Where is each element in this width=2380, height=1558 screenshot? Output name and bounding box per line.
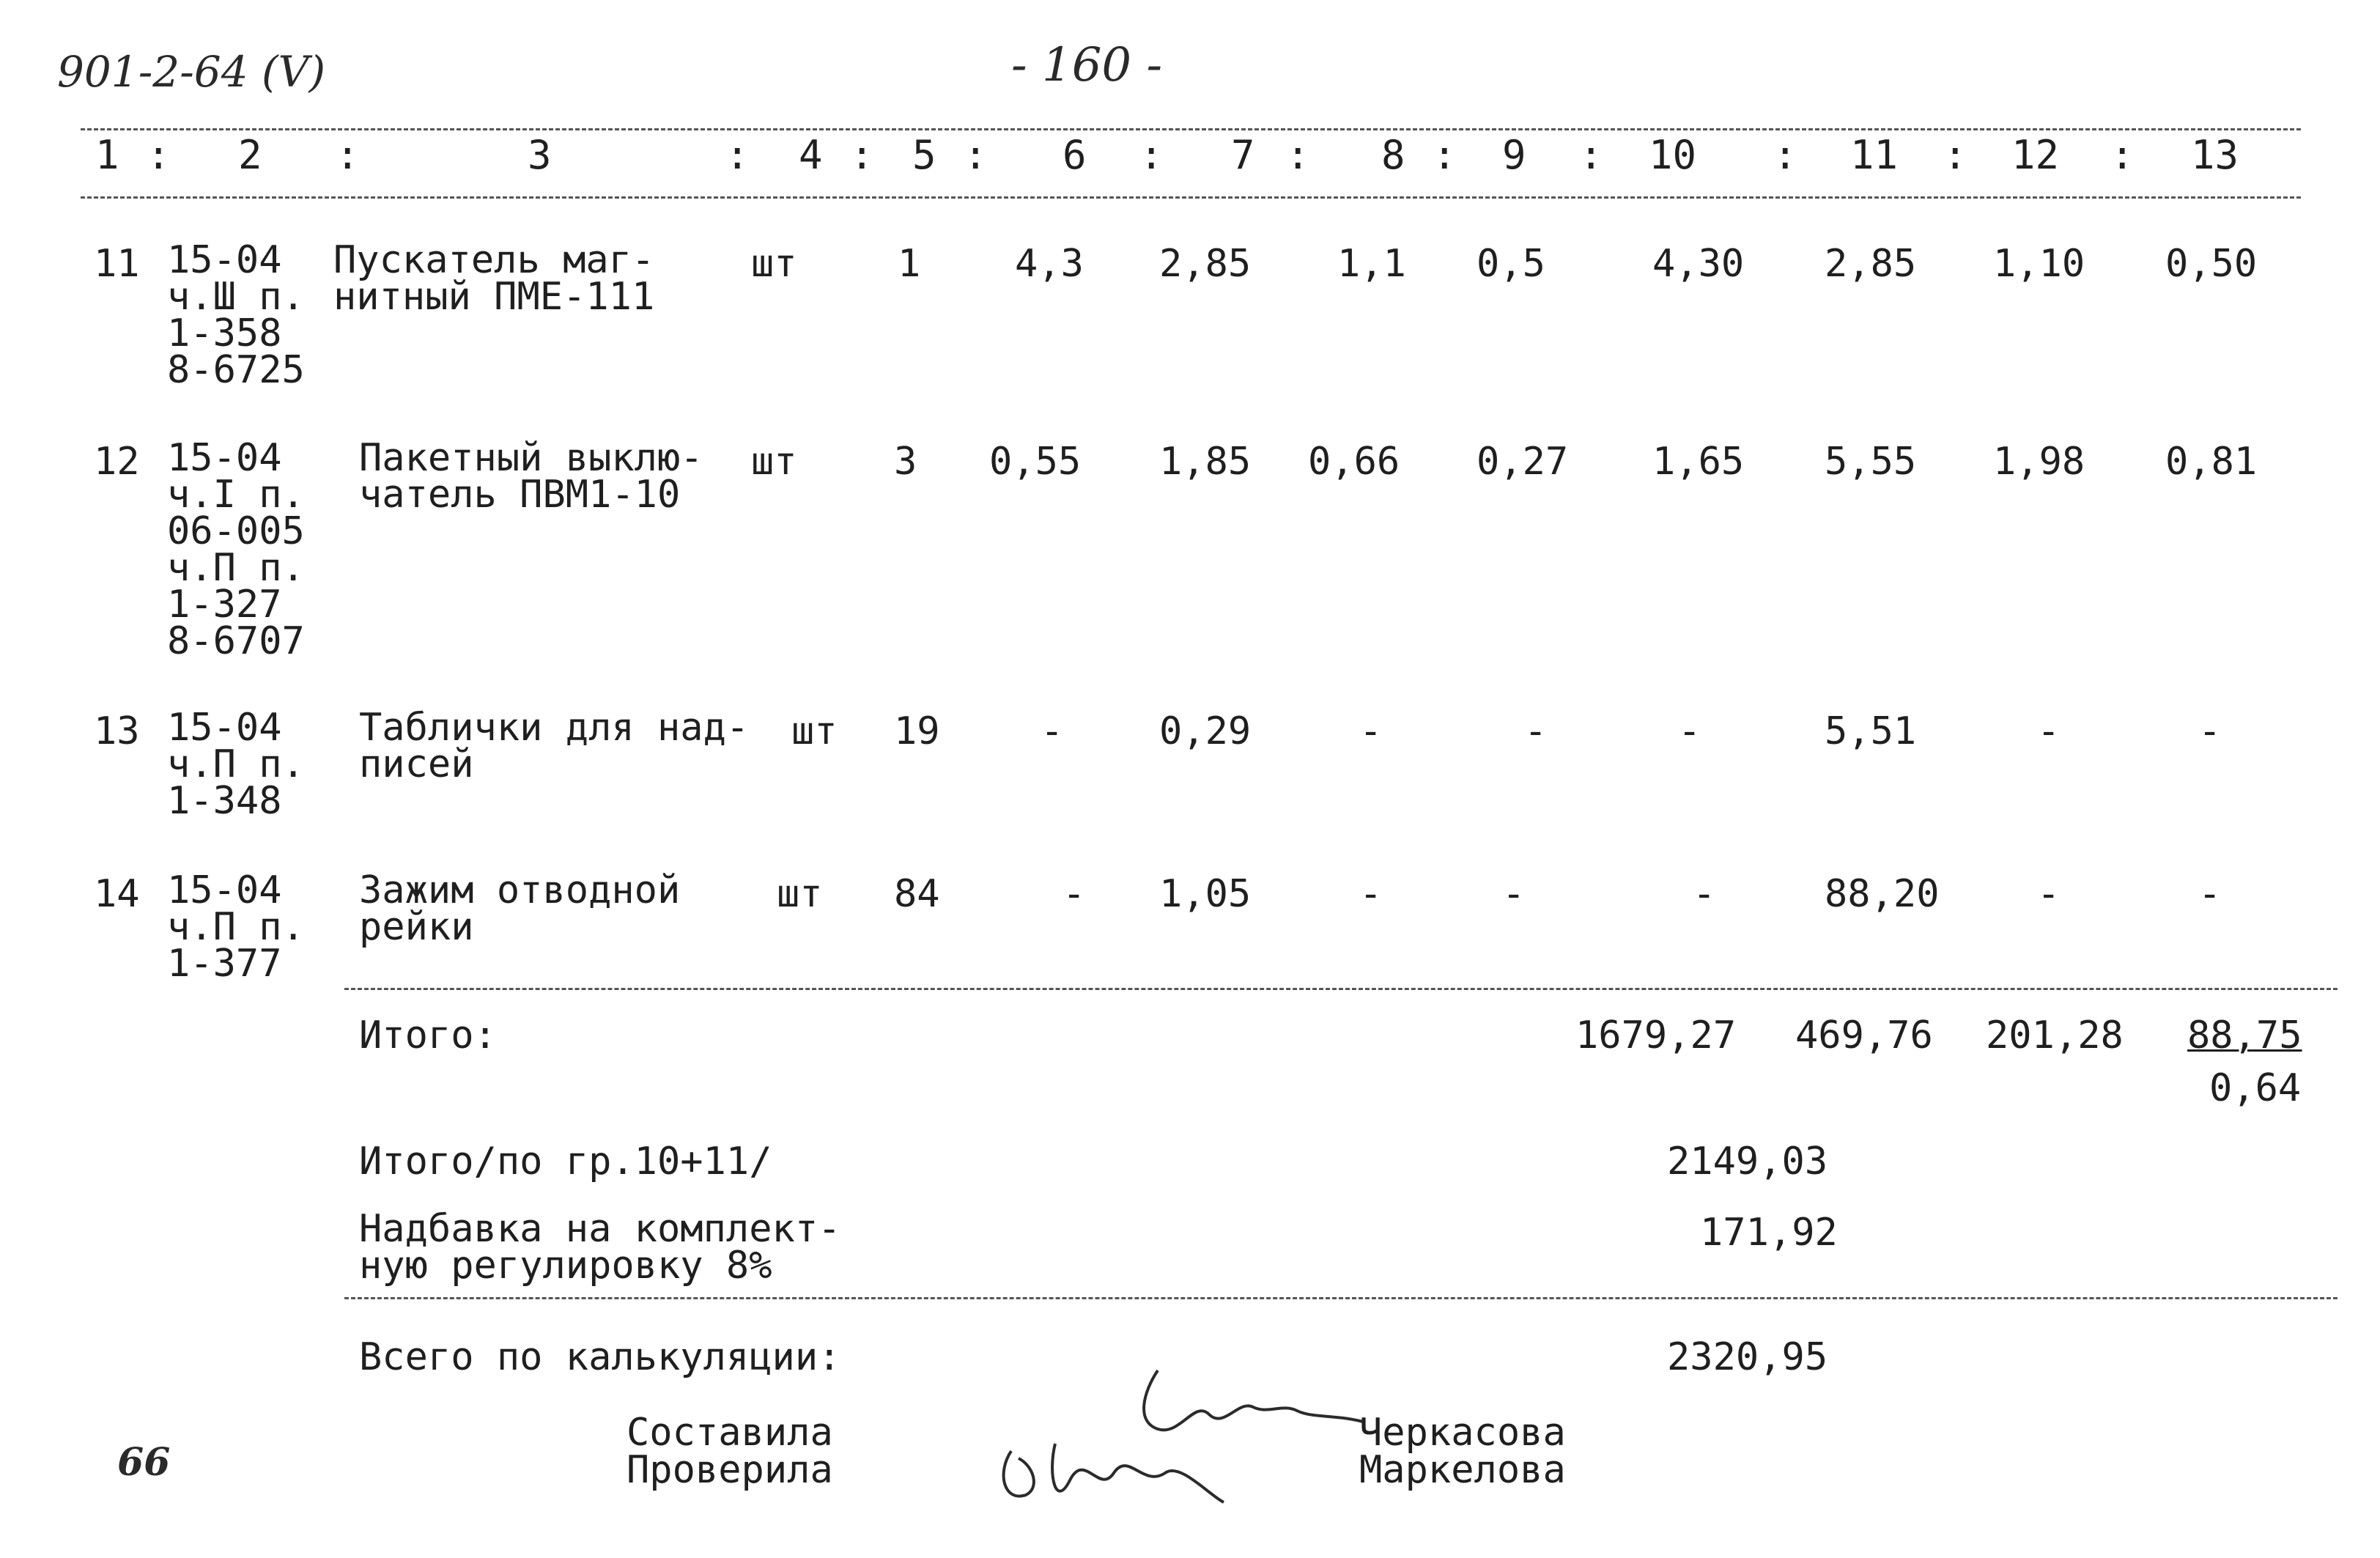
row-col7: 1,05	[1159, 872, 1252, 916]
row-unit: шт	[751, 242, 797, 286]
compiled-name: Черкасова	[1359, 1411, 1566, 1455]
row-number: 11	[94, 242, 140, 286]
sum-10-11-label: Итого/по гр.10+11/	[359, 1140, 772, 1184]
row-unit: шт	[777, 872, 823, 916]
row-code: 15-04 ч.П п. 1-348	[167, 706, 305, 823]
row-col9: 0,5	[1477, 242, 1545, 286]
row-qty: 84	[894, 872, 940, 916]
row-col7: 0,29	[1159, 709, 1252, 753]
row-name: Зажим отводной рейки	[359, 868, 681, 949]
row-qty: 3	[894, 440, 917, 484]
col-separator: :	[964, 132, 988, 178]
row-col6: 0,55	[989, 440, 1082, 484]
row-number: 14	[94, 872, 140, 916]
totals-col10: 1679,27	[1575, 1014, 1737, 1057]
row-col11: 5,51	[1825, 709, 1917, 753]
row-col12: -	[2037, 709, 2061, 753]
row-col12: 1,10	[1993, 242, 2085, 286]
row-col13: -	[2198, 709, 2222, 753]
col-header-10: 10	[1649, 132, 1697, 178]
checked-label: Проверила	[627, 1448, 833, 1492]
col-separator: :	[1943, 132, 1967, 178]
col-separator: :	[1773, 132, 1797, 178]
row-col11: 2,85	[1825, 242, 1917, 286]
row-col10: -	[1678, 709, 1701, 753]
handwritten-signatures	[989, 1348, 1370, 1517]
col-header-3: 3	[528, 132, 552, 178]
row-col9: 0,27	[1477, 440, 1569, 484]
row-col10: 4,30	[1652, 242, 1745, 286]
grand-total-label: Всего по калькуляции:	[359, 1335, 841, 1379]
totals-col13-top: 88,75	[2187, 1014, 2302, 1057]
row-col13: -	[2198, 872, 2222, 916]
col-header-12: 12	[2011, 132, 2060, 178]
row-code: 15-04 ч.П п. 1-377	[167, 868, 305, 986]
col-header-5: 5	[912, 132, 936, 178]
row-col6: -	[1041, 709, 1064, 753]
col-separator: :	[336, 132, 360, 178]
col-separator: :	[725, 132, 750, 178]
row-col6: -	[1062, 872, 1086, 916]
sum-10-11-value: 2149,03	[1667, 1140, 1828, 1184]
col-separator: :	[2110, 132, 2135, 178]
row-col7: 2,85	[1159, 242, 1252, 286]
row-name: Пакетный выклю- чатель ПВМ1-10	[359, 436, 703, 517]
surcharge-label: Надбавка на комплект- ную регулировку 8%	[359, 1207, 841, 1288]
col-header-6: 6	[1062, 132, 1087, 178]
row-name: Таблички для над- писей	[359, 706, 750, 786]
col-header-11: 11	[1850, 132, 1899, 178]
totals-separator-line	[344, 988, 2338, 990]
row-col13: 0,50	[2165, 242, 2258, 286]
row-col8: 0,66	[1308, 440, 1400, 484]
row-qty: 19	[894, 709, 940, 753]
page-number: - 160 -	[1011, 38, 1163, 92]
row-col13: 0,81	[2165, 440, 2258, 484]
row-col11: 5,55	[1825, 440, 1917, 484]
row-col7: 1,85	[1159, 440, 1252, 484]
document-code: 901-2-64 (V)	[57, 47, 326, 97]
row-col8: -	[1359, 709, 1383, 753]
grand-total-value: 2320,95	[1667, 1335, 1828, 1379]
col-header-8: 8	[1381, 132, 1405, 178]
row-col10: -	[1693, 872, 1716, 916]
col-separator: :	[1579, 132, 1603, 178]
col-header-7: 7	[1231, 132, 1255, 178]
totals-label: Итого:	[359, 1014, 497, 1057]
totals-col11: 469,76	[1795, 1014, 1933, 1057]
surcharge-value: 171,92	[1700, 1211, 1838, 1255]
row-col10: 1,65	[1652, 440, 1745, 484]
row-col6: 4,3	[1015, 242, 1084, 286]
row-code: 15-04 ч.I п. 06-005 ч.П п. 1-327 8-6707	[167, 436, 305, 663]
col-header-4: 4	[799, 132, 823, 178]
grand-total-separator-line	[344, 1297, 2338, 1299]
checked-name: Маркелова	[1359, 1448, 1566, 1492]
col-header-1: 1	[95, 132, 119, 178]
col-separator: :	[850, 132, 874, 178]
row-col9: -	[1524, 709, 1548, 753]
col-separator: :	[1139, 132, 1164, 178]
totals-col13-bottom: 0,64	[2209, 1066, 2302, 1110]
col-separator: :	[1286, 132, 1310, 178]
compiled-label: Составила	[627, 1411, 833, 1455]
col-separator: :	[147, 132, 171, 178]
col-separator: :	[1433, 132, 1457, 178]
row-number: 12	[94, 440, 140, 484]
row-unit: шт	[751, 440, 797, 484]
header-top-line	[81, 128, 2301, 130]
col-header-9: 9	[1502, 132, 1526, 178]
row-col8: -	[1359, 872, 1383, 916]
row-name: Пускатель маг- нитный ПМЕ-111	[333, 238, 655, 319]
header-bottom-line	[81, 196, 2301, 199]
row-col12: 1,98	[1993, 440, 2085, 484]
row-unit: шт	[791, 709, 838, 753]
page-mark: 66	[117, 1440, 171, 1485]
col-header-2: 2	[238, 132, 262, 178]
row-qty: 1	[898, 242, 921, 286]
totals-col12: 201,28	[1986, 1014, 2124, 1057]
row-col8: 1,1	[1337, 242, 1406, 286]
row-col12: -	[2037, 872, 2061, 916]
row-code: 15-04 ч.Ш п. 1-358 8-6725	[167, 238, 305, 392]
row-col9: -	[1502, 872, 1526, 916]
row-number: 13	[94, 709, 140, 753]
row-col11: 88,20	[1825, 872, 1940, 916]
col-header-13: 13	[2191, 132, 2239, 178]
